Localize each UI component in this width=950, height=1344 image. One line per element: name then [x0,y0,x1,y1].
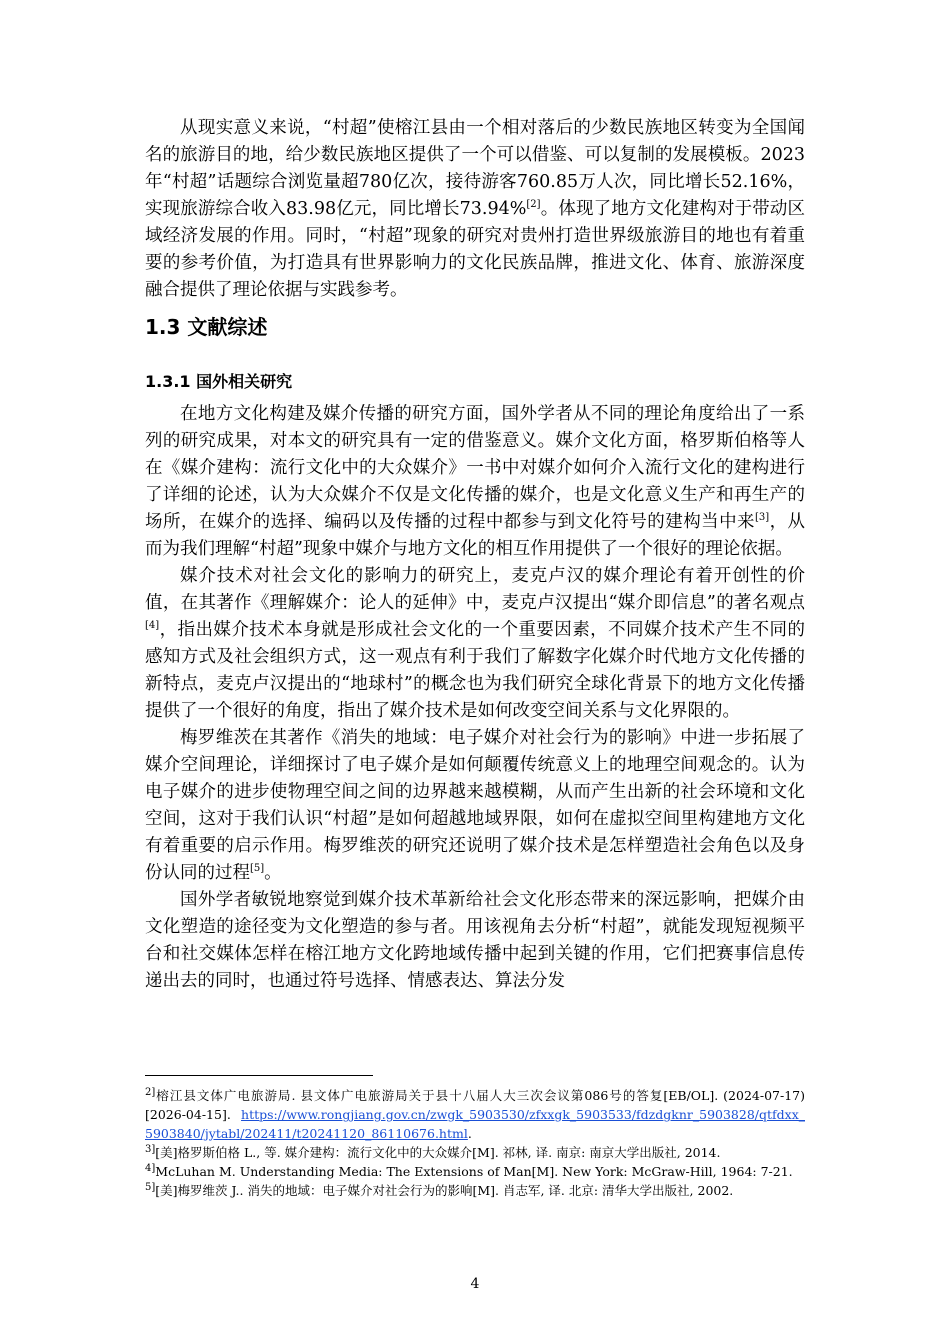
subsection-heading: 1.3.1 国外相关研究 [145,372,293,391]
citation-ref[interactable]: [4] [145,620,160,632]
footnote-mark: 5] [145,1181,156,1193]
intro-block [145,115,805,304]
intro-paragraph: 从现实意义来说，“村超”使榕江县由一个相对落后的少数民族地区转变为全国闻名的旅游目的地，给少数民族地区提供了一个可以借鉴、可以复制的发展模板。2023年“村超”话题综合浏览量超780亿次，接待游客760.85万人次，同比增长52.16%，实现旅游综合收入83.98亿元，同比增长73.94%[2]。体现了地方文化建构对于带动区域经济发展的作用。同时，“村超”现象的研究对贵州打造世界级旅游目的地也有着重要的参考价值，为打造具有世界影响力的文化民族品牌，推进文化、体育、旅游深度融合提供了理论依据与实践参考。 [145,118,805,300]
citation-ref[interactable]: [2] [526,199,541,211]
body-paragraph: 国外学者敏锐地察觉到媒介技术革新给社会文化形态带来的深远影响，把媒介由文化塑造的途径变为文化塑造的参与者。用该视角去分析“村超”，就能发现短视频平台和社交媒体怎样在榕江地方文化跨地域传播中起到关键的作用，它们把赛事信息传递出去的同时，也通过符号选择、情感表达、算法分发 [145,890,805,991]
footnote: $^{4]}$McLuhan M. Understanding Media: The Extensions of Man[M]. New York: McGraw-Hill, 1964: 7-21. [145,1162,793,1179]
footnotes [145,1086,805,1200]
footnote: $^{3]}$[美]格罗斯伯格 L., 等. 媒介建构：流行文化中的大众媒介[M]. 祁林, 译. 南京: 南京大学出版社, 2014. [145,1143,721,1160]
citation-ref[interactable]: [5] [250,863,265,875]
footnote-mark: 3] [145,1143,156,1155]
footnote-mark: 4] [145,1162,156,1174]
body-paragraph: 媒介技术对社会文化的影响力的研究上，麦克卢汉的媒介理论有着开创性的价值，在其著作《理解媒介：论人的延伸》中，麦克卢汉提出“媒介即信息”的著名观点[4]，指出媒介技术本身就是形成社会文化的一个重要因素，不同媒介技术产生不同的感知方式及社会组织方式，这一观点有利于我们了解数字化媒介时代地方文化传播的新特点，麦克卢汉提出的“地球村”的概念也为我们研究全球化背景下的地方文化传播提供了一个很好的角度，指出了媒介技术是如何改变空间关系与文化界限的。 [145,566,805,721]
section-heading: 1.3 文献综述 [145,315,268,339]
footnote-mark: 2] [145,1086,156,1098]
body-paragraph: 在地方文化构建及媒介传播的研究方面，国外学者从不同的理论角度给出了一系列的研究成果，对本文的研究具有一定的借鉴意义。媒介文化方面，格罗斯伯格等人在《媒介建构：流行文化中的大众媒介》一书中对媒介如何介入流行文化的建构进行了详细的论述，认为大众媒介不仅是文化传播的媒介，也是文化意义生产和再生产的场所，在媒介的选择、编码以及传播的过程中都参与到文化符号的建构当中来[3]，从而为我们理解“村超”现象中媒介与地方文化的相互作用提供了一个很好的理论依据。 [145,404,806,559]
footnote-link[interactable]: https://www.rongjiang.gov.cn/zwgk_5903530/zfxxgk_5903533/fdzdgknr_5903828/qtfdxx_5903840/jytabl/202411/t20241120_86110676.html [145,1107,805,1141]
footnote-divider [145,1075,373,1076]
citation-ref[interactable]: [3] [754,512,770,524]
body-paragraph: 梅罗维茨在其著作《消失的地域：电子媒介对社会行为的影响》中进一步拓展了媒介空间理论，详细探讨了电子媒介是如何颠覆传统意义上的地理空间观念的。认为电子媒介的进步使物理空间之间的边界越来越模糊，从而产生出新的社会环境和文化空间，这对于我们认识“村超”是如何超越地域界限，如何在虚拟空间里构建地方文化有着重要的启示作用。梅罗维茨的研究还说明了媒介技术是怎样塑造社会角色以及身份认同的过程[5]。 [145,728,805,883]
footnote: $^{2]}$榕江县文体广电旅游局. 县文体广电旅游局关于县十八届人大三次会议第086号的答复[EB/OL]. (2024-07-17)[2026-04-15]. https://www.rongjiang.gov.cn/zwgk_5903530/zfxxgk_5903533/fdzdgknr_5903828/qtfdxx_5903840/jytabl/202411/t20241120_86110676.html. [145,1086,805,1141]
body-block [145,401,805,995]
footnote: $^{5]}$[美]梅罗维茨 J.. 消失的地域：电子媒介对社会行为的影响[M]. 肖志军, 译. 北京: 清华大学出版社, 2002. [145,1181,734,1198]
page-number: 4 [470,1276,480,1292]
